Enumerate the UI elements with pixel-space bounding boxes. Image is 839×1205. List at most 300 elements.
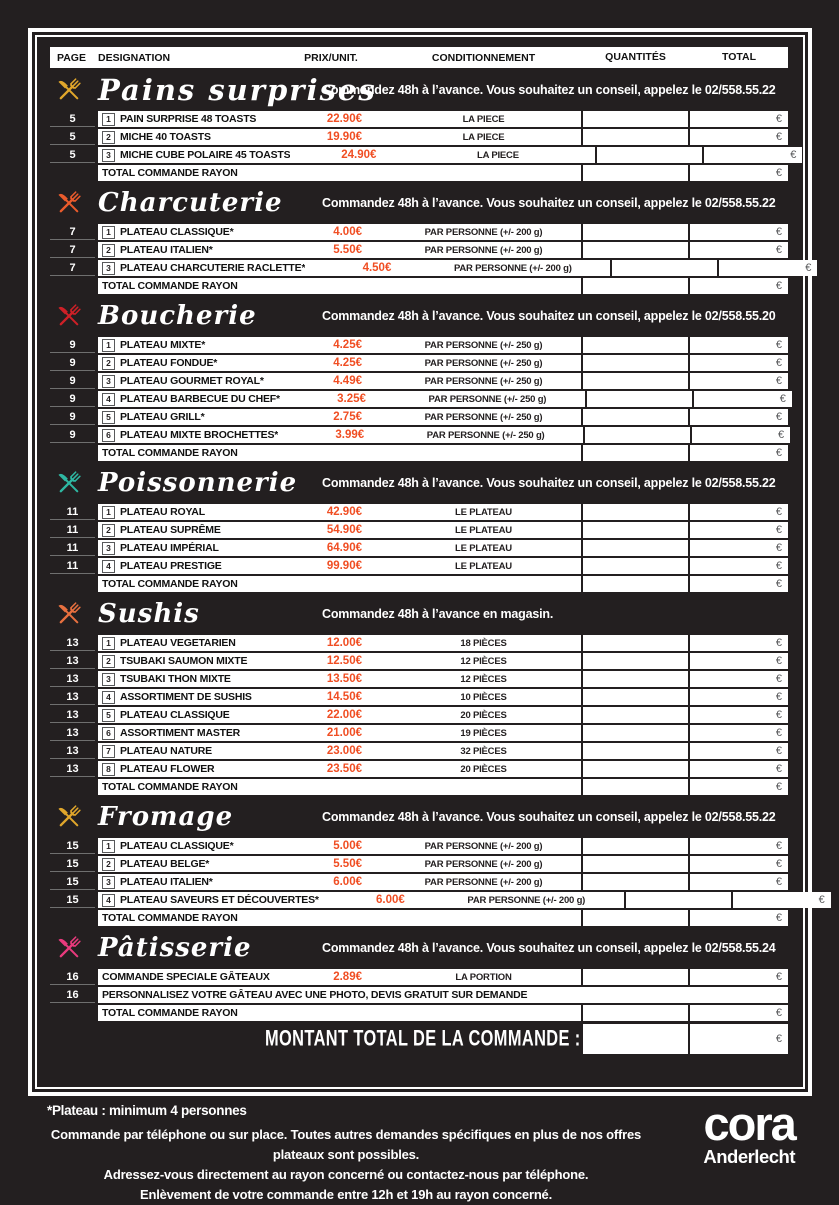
item-price: 19.90€ xyxy=(326,131,362,143)
cora-logo-location: Anderlecht xyxy=(703,1146,795,1167)
quantity-input-cell[interactable] xyxy=(583,671,688,687)
item-price: 4.25€ xyxy=(333,357,362,369)
page-number-cell-empty xyxy=(50,278,95,294)
section-band-fromage xyxy=(50,800,788,834)
section-order-note: Commandez 48h à l’avance. Vous souhaitez un conseil, appelez le 02/558.55.22 xyxy=(322,810,776,824)
total-amount-cell[interactable]: € xyxy=(692,427,790,443)
item-row xyxy=(50,874,788,890)
section-total-amount-cell[interactable]: € xyxy=(690,910,788,926)
total-amount-cell[interactable]: € xyxy=(690,725,788,741)
section-total-label-cell xyxy=(98,278,581,294)
section-total-quantity-cell[interactable] xyxy=(583,779,688,795)
page-number-cell: 9 xyxy=(50,337,95,353)
page-number-cell: 13 xyxy=(50,761,95,777)
section-title: Sushis xyxy=(98,599,200,629)
total-amount-cell[interactable]: € xyxy=(690,856,788,872)
page-number-cell: 5 xyxy=(50,129,95,145)
item-conditioning: 19 PIÈCES xyxy=(460,727,507,739)
item-label: MICHE CUBE POLAIRE 45 TOASTS xyxy=(120,149,291,161)
item-main-cell xyxy=(98,224,581,240)
item-conditioning: PAR PERSONNE (+/- 250 g) xyxy=(424,357,543,369)
section-total-label: TOTAL COMMANDE RAYON xyxy=(102,912,238,924)
page-number-cell: 11 xyxy=(50,558,95,574)
item-number-box: 6 xyxy=(102,429,115,442)
item-number-box: 2 xyxy=(102,858,115,871)
item-number-box: 1 xyxy=(102,637,115,650)
item-price: 14.50€ xyxy=(326,691,362,703)
item-row xyxy=(50,147,797,163)
item-conditioning: 20 PIÈCES xyxy=(460,763,507,775)
item-label: PLATEAU GOURMET ROYAL* xyxy=(120,375,264,387)
section-total-quantity-cell[interactable] xyxy=(583,910,688,926)
section-total-label: TOTAL COMMANDE RAYON xyxy=(102,167,238,179)
section-total-label: TOTAL COMMANDE RAYON xyxy=(102,280,238,292)
section-total-row xyxy=(50,910,788,926)
item-conditioning: LE PLATEAU xyxy=(455,542,512,554)
item-label: ASSORTIMENT DE SUSHIS xyxy=(120,691,252,703)
total-amount-cell[interactable]: € xyxy=(690,522,788,538)
quantity-input-cell[interactable] xyxy=(583,689,688,705)
item-number-box: 7 xyxy=(102,745,115,758)
item-price: 6.00€ xyxy=(376,894,405,906)
page-number-cell: 15 xyxy=(50,838,95,854)
order-form-content xyxy=(39,39,825,1085)
quantity-input-cell[interactable] xyxy=(583,856,688,872)
crossed-cutlery-icon xyxy=(50,466,88,500)
plateau-minimum-note: *Plateau : minimum 4 personnes xyxy=(47,1103,247,1118)
total-amount-cell[interactable]: € xyxy=(690,707,788,723)
item-row xyxy=(50,892,825,908)
item-main-cell xyxy=(98,689,581,705)
item-price: 5.50€ xyxy=(333,244,362,256)
section-total-label: TOTAL COMMANDE RAYON xyxy=(102,1007,238,1019)
item-price: 42.90€ xyxy=(326,506,362,518)
item-conditioning: PAR PERSONNE (+/- 200 g) xyxy=(424,244,543,256)
quantity-input-cell[interactable] xyxy=(583,635,688,651)
section-title: Poissonnerie xyxy=(98,468,298,498)
item-price: 22.00€ xyxy=(326,709,362,721)
item-main-cell xyxy=(98,892,624,908)
item-conditioning: LE PLATEAU xyxy=(455,506,512,518)
footer-line-2: Adressez-vous directement au rayon concerné ou contactez-nous par téléphone. xyxy=(103,1167,589,1182)
total-amount-cell[interactable]: € xyxy=(690,224,788,240)
item-row xyxy=(50,260,812,276)
item-row xyxy=(50,743,788,759)
item-row xyxy=(50,671,788,687)
total-amount-cell[interactable]: € xyxy=(690,409,788,425)
quantity-input-cell[interactable] xyxy=(583,373,688,389)
section-total-row xyxy=(50,779,788,795)
total-amount-cell[interactable]: € xyxy=(719,260,817,276)
item-row xyxy=(50,129,788,145)
item-conditioning: PAR PERSONNE (+/- 200 g) xyxy=(467,894,586,906)
item-row xyxy=(50,427,788,443)
section-total-quantity-cell[interactable] xyxy=(583,165,688,181)
page-number-cell-empty xyxy=(50,1005,95,1021)
grand-total-row xyxy=(50,1024,788,1054)
quantity-input-cell[interactable] xyxy=(583,969,688,985)
total-amount-cell[interactable]: € xyxy=(690,355,788,371)
item-conditioning: LA PIECE xyxy=(462,131,505,143)
item-price: 4.00€ xyxy=(333,226,362,238)
item-label: PAIN SURPRISE 48 TOASTS xyxy=(120,113,257,125)
item-main-cell xyxy=(98,373,581,389)
item-row xyxy=(50,409,788,425)
quantity-input-cell[interactable] xyxy=(583,504,688,520)
item-label: PLATEAU IMPÉRIAL xyxy=(120,542,219,554)
footer-line-3: Enlèvement de votre commande entre 12h et 19h au rayon concerné. xyxy=(139,1187,553,1202)
page-number-cell: 11 xyxy=(50,504,95,520)
item-conditioning: PAR PERSONNE (+/- 200 g) xyxy=(424,876,543,888)
section-boucherie xyxy=(50,299,788,461)
item-price: 2.89€ xyxy=(333,971,362,983)
item-main-cell xyxy=(98,707,581,723)
page-number-cell: 13 xyxy=(50,689,95,705)
item-conditioning: LA PIECE xyxy=(476,149,519,161)
quantity-input-cell[interactable] xyxy=(597,147,702,163)
column-header-quantity: QUANTITÉS xyxy=(605,51,666,63)
item-price: 22.90€ xyxy=(326,113,362,125)
item-label: PLATEAU CLASSIQUE xyxy=(120,709,230,721)
section-total-label: TOTAL COMMANDE RAYON xyxy=(102,447,238,459)
item-price: 13.50€ xyxy=(326,673,362,685)
total-amount-cell[interactable]: € xyxy=(690,129,788,145)
item-price: 3.25€ xyxy=(337,393,366,405)
item-number-box: 1 xyxy=(102,226,115,239)
item-conditioning: LE PLATEAU xyxy=(455,560,512,572)
page-number-cell: 7 xyxy=(50,260,95,276)
footer-line-1: Commande par téléphone ou sur place. Toutes autres demandes spécifiques en plus de nos offres plateaux sont possibles. xyxy=(50,1127,642,1162)
total-amount-cell[interactable]: € xyxy=(694,391,792,407)
section-patisserie xyxy=(50,931,788,1021)
grand-total-amount-cell[interactable]: € xyxy=(690,1024,788,1054)
page-number-cell: 9 xyxy=(50,355,95,371)
page-number-cell-empty xyxy=(50,165,95,181)
total-amount-cell[interactable]: € xyxy=(690,242,788,258)
item-price: 5.00€ xyxy=(333,840,362,852)
section-total-amount-cell[interactable]: € xyxy=(690,779,788,795)
section-title: Charcuterie xyxy=(98,188,283,218)
grand-total-label: MONTANT TOTAL DE LA COMMANDE : xyxy=(265,1026,581,1051)
section-total-quantity-cell[interactable] xyxy=(583,278,688,294)
item-number-box: 3 xyxy=(102,673,115,686)
crossed-cutlery-icon xyxy=(50,597,88,631)
item-label: PLATEAU GRILL* xyxy=(120,411,205,423)
page-number-cell: 11 xyxy=(50,540,95,556)
page-number-cell: 16 xyxy=(50,987,95,1003)
section-total-row xyxy=(50,165,788,181)
total-amount-cell[interactable]: € xyxy=(690,761,788,777)
quantity-input-cell[interactable] xyxy=(583,111,688,127)
item-row xyxy=(50,558,788,574)
item-main-cell xyxy=(98,337,581,353)
item-label: PLATEAU MIXTE* xyxy=(120,339,206,351)
item-conditioning: LE PLATEAU xyxy=(455,524,512,536)
page-number-cell: 13 xyxy=(50,707,95,723)
item-label: PLATEAU SAVEURS ET DÉCOUVERTES* xyxy=(120,894,319,906)
page-number-cell: 15 xyxy=(50,874,95,890)
item-number-box: 5 xyxy=(102,709,115,722)
total-amount-cell[interactable]: € xyxy=(690,969,788,985)
quantity-input-cell[interactable] xyxy=(583,874,688,890)
item-row xyxy=(50,707,788,723)
item-number-box: 3 xyxy=(102,262,115,275)
page-number-cell: 16 xyxy=(50,969,95,985)
item-number-box: 1 xyxy=(102,840,115,853)
item-price: 5.50€ xyxy=(333,858,362,870)
page-number-cell: 9 xyxy=(50,427,95,443)
item-label: ASSORTIMENT MASTER xyxy=(120,727,241,739)
item-row xyxy=(50,224,788,240)
column-header-conditioning: CONDITIONNEMENT xyxy=(431,51,536,64)
item-number-box: 3 xyxy=(102,876,115,889)
item-row xyxy=(50,522,788,538)
item-conditioning: PAR PERSONNE (+/- 250 g) xyxy=(426,429,545,441)
item-number-box: 1 xyxy=(102,339,115,352)
item-label: PLATEAU PRESTIGE xyxy=(120,560,222,572)
item-main-cell xyxy=(98,856,581,872)
item-price: 23.00€ xyxy=(326,745,362,757)
quantity-input-cell[interactable] xyxy=(583,129,688,145)
page-number-cell: 13 xyxy=(50,635,95,651)
total-amount-cell[interactable]: € xyxy=(690,874,788,890)
item-number-box: 6 xyxy=(102,727,115,740)
section-total-label-cell xyxy=(98,445,581,461)
item-row xyxy=(50,337,788,353)
section-total-amount-cell[interactable]: € xyxy=(690,1005,788,1021)
section-total-quantity-cell[interactable] xyxy=(583,576,688,592)
quantity-input-cell[interactable] xyxy=(583,540,688,556)
item-label: PLATEAU VEGETARIEN xyxy=(120,637,236,649)
section-title: Pâtisserie xyxy=(98,933,252,963)
quantity-input-cell[interactable] xyxy=(626,892,731,908)
item-number-box: 4 xyxy=(102,560,115,573)
item-price: 99.90€ xyxy=(326,560,362,572)
section-band-poissonnerie xyxy=(50,466,788,500)
section-order-note: Commandez 48h à l’avance. Vous souhaitez un conseil, appelez le 02/558.55.22 xyxy=(322,196,776,210)
item-price: 12.50€ xyxy=(326,655,362,667)
item-label: PLATEAU ITALIEN* xyxy=(120,244,213,256)
item-main-cell xyxy=(98,761,581,777)
section-poissonnerie xyxy=(50,466,788,592)
item-price: 23.50€ xyxy=(326,763,362,775)
item-price: 6.00€ xyxy=(333,876,362,888)
quantity-input-cell[interactable] xyxy=(583,707,688,723)
full-width-note-cell xyxy=(98,987,788,1003)
page-number-cell-empty xyxy=(50,910,95,926)
item-main-cell xyxy=(98,260,610,276)
page-number-cell: 5 xyxy=(50,147,95,163)
section-total-amount-cell[interactable]: € xyxy=(690,576,788,592)
quantity-input-cell[interactable] xyxy=(583,224,688,240)
item-main-cell xyxy=(98,838,581,854)
total-amount-cell[interactable]: € xyxy=(704,147,802,163)
item-label: PLATEAU CHARCUTERIE RACLETTE* xyxy=(120,262,306,274)
quantity-input-cell[interactable] xyxy=(583,337,688,353)
item-main-cell xyxy=(98,522,581,538)
section-title: Pains surprises xyxy=(98,73,377,107)
item-number-box: 3 xyxy=(102,375,115,388)
total-amount-cell[interactable]: € xyxy=(690,373,788,389)
section-band-boucherie xyxy=(50,299,788,333)
item-price: 4.50€ xyxy=(362,262,392,274)
section-total-label: TOTAL COMMANDE RAYON xyxy=(102,781,238,793)
item-main-cell xyxy=(98,725,581,741)
quantity-input-cell[interactable] xyxy=(583,558,688,574)
section-total-label-cell xyxy=(98,1005,581,1021)
section-order-note: Commandez 48h à l’avance en magasin. xyxy=(322,607,554,621)
item-label: PLATEAU SUPRÊME xyxy=(120,524,221,536)
section-order-note: Commandez 48h à l’avance. Vous souhaitez un conseil, appelez le 02/558.55.22 xyxy=(322,83,776,97)
footer-instructions xyxy=(40,1125,652,1205)
item-number-box: 2 xyxy=(102,655,115,668)
item-row xyxy=(50,373,788,389)
quantity-input-cell[interactable] xyxy=(583,522,688,538)
item-price: 54.90€ xyxy=(326,524,362,536)
total-amount-cell[interactable]: € xyxy=(690,653,788,669)
crossed-cutlery-icon xyxy=(50,186,88,220)
section-total-quantity-cell[interactable] xyxy=(583,1005,688,1021)
item-row xyxy=(50,761,788,777)
section-order-note: Commandez 48h à l’avance. Vous souhaitez un conseil, appelez le 02/558.55.24 xyxy=(322,941,776,955)
item-conditioning: PAR PERSONNE (+/- 200 g) xyxy=(424,840,543,852)
quantity-input-cell[interactable] xyxy=(583,725,688,741)
section-total-row xyxy=(50,445,788,461)
column-header-price: PRIX/UNIT. xyxy=(304,51,358,64)
item-price: 12.00€ xyxy=(326,637,362,649)
item-label: PLATEAU ROYAL xyxy=(120,506,205,518)
grand-total-quantity-input-cell[interactable] xyxy=(583,1024,688,1054)
section-pains-surprises xyxy=(50,73,797,181)
item-label: MICHE 40 TOASTS xyxy=(120,131,211,143)
item-number-box: 2 xyxy=(102,244,115,257)
item-main-cell xyxy=(98,409,581,425)
total-amount-cell[interactable]: € xyxy=(690,558,788,574)
item-row xyxy=(50,242,788,258)
section-total-amount-cell[interactable]: € xyxy=(690,165,788,181)
item-number-box: 2 xyxy=(102,357,115,370)
item-row xyxy=(50,635,788,651)
item-row xyxy=(50,838,788,854)
item-price: 21.00€ xyxy=(326,727,362,739)
column-header-page: PAGE xyxy=(57,51,86,64)
section-total-label-cell xyxy=(98,165,581,181)
item-main-cell xyxy=(98,355,581,371)
total-amount-cell[interactable]: € xyxy=(690,838,788,854)
quantity-input-cell[interactable] xyxy=(585,427,690,443)
page-number-cell-empty xyxy=(50,445,95,461)
item-main-cell xyxy=(98,427,583,443)
item-conditioning: PAR PERSONNE (+/- 250 g) xyxy=(424,375,543,387)
column-header-total: TOTAL xyxy=(721,51,757,63)
quantity-input-cell[interactable] xyxy=(612,260,717,276)
item-price: 3.99€ xyxy=(335,429,365,441)
item-row xyxy=(50,725,788,741)
item-main-cell xyxy=(98,743,581,759)
page-number-cell-empty xyxy=(50,576,95,592)
item-row xyxy=(50,856,788,872)
item-number-box: 2 xyxy=(102,131,115,144)
item-number-box: 4 xyxy=(102,894,115,907)
section-total-label-cell xyxy=(98,779,581,795)
total-amount-cell[interactable]: € xyxy=(690,671,788,687)
item-price: 2.75€ xyxy=(333,411,362,423)
page-number-cell: 13 xyxy=(50,743,95,759)
total-amount-cell[interactable]: € xyxy=(690,689,788,705)
item-main-cell xyxy=(98,242,581,258)
quantity-input-cell[interactable] xyxy=(583,743,688,759)
item-label: TSUBAKI THON MIXTE xyxy=(120,673,231,685)
sections-container xyxy=(50,73,825,1021)
crossed-cutlery-icon xyxy=(50,931,88,965)
total-amount-cell[interactable]: € xyxy=(690,743,788,759)
quantity-input-cell[interactable] xyxy=(587,391,692,407)
item-conditioning: PAR PERSONNE (+/- 250 g) xyxy=(428,393,547,405)
item-label: COMMANDE SPECIALE GÂTEAUX xyxy=(102,971,270,983)
quantity-input-cell[interactable] xyxy=(583,355,688,371)
item-price: 64.90€ xyxy=(326,542,362,554)
page-number-cell: 15 xyxy=(50,892,95,908)
quantity-input-cell[interactable] xyxy=(583,242,688,258)
section-total-amount-cell[interactable]: € xyxy=(690,445,788,461)
item-conditioning: 12 PIÈCES xyxy=(460,655,507,667)
item-number-box: 3 xyxy=(102,149,115,162)
quantity-input-cell[interactable] xyxy=(583,838,688,854)
item-main-cell xyxy=(98,540,581,556)
item-number-box: 1 xyxy=(102,113,115,126)
section-band-charcuterie xyxy=(50,186,788,220)
section-fromage xyxy=(50,800,825,926)
item-conditioning: 20 PIÈCES xyxy=(460,709,507,721)
page-number-cell: 9 xyxy=(50,373,95,389)
item-main-cell xyxy=(98,874,581,890)
item-label: PLATEAU BARBECUE DU CHEF* xyxy=(120,393,280,405)
page-number-cell: 13 xyxy=(50,725,95,741)
table-header xyxy=(50,47,788,68)
item-label: PLATEAU ITALIEN* xyxy=(120,876,213,888)
total-amount-cell[interactable]: € xyxy=(690,111,788,127)
section-band-patisserie xyxy=(50,931,788,965)
total-amount-cell[interactable]: € xyxy=(690,337,788,353)
item-conditioning: PAR PERSONNE (+/- 200 g) xyxy=(453,262,572,274)
order-form-frame xyxy=(28,28,825,1096)
section-total-amount-cell[interactable]: € xyxy=(690,278,788,294)
section-charcuterie xyxy=(50,186,812,294)
quantity-input-cell[interactable] xyxy=(583,653,688,669)
item-row xyxy=(50,689,788,705)
page-number-cell: 9 xyxy=(50,409,95,425)
item-main-cell xyxy=(98,391,585,407)
total-amount-cell[interactable]: € xyxy=(690,540,788,556)
section-total-quantity-cell[interactable] xyxy=(583,445,688,461)
item-label: PLATEAU CLASSIQUE* xyxy=(120,840,234,852)
item-price: 4.49€ xyxy=(333,375,362,387)
item-main-cell xyxy=(98,111,581,127)
total-amount-cell[interactable]: € xyxy=(690,635,788,651)
item-main-cell xyxy=(98,558,581,574)
item-main-cell xyxy=(98,969,581,985)
total-amount-cell[interactable]: € xyxy=(690,504,788,520)
item-conditioning: LA PORTION xyxy=(455,971,512,983)
section-total-label-cell xyxy=(98,910,581,926)
quantity-input-cell[interactable] xyxy=(583,409,688,425)
page-number-cell: 9 xyxy=(50,391,95,407)
total-amount-cell[interactable]: € xyxy=(733,892,831,908)
item-number-box: 4 xyxy=(102,393,115,406)
item-label: TSUBAKI SAUMON MIXTE xyxy=(120,655,248,667)
item-row xyxy=(50,355,788,371)
quantity-input-cell[interactable] xyxy=(583,761,688,777)
